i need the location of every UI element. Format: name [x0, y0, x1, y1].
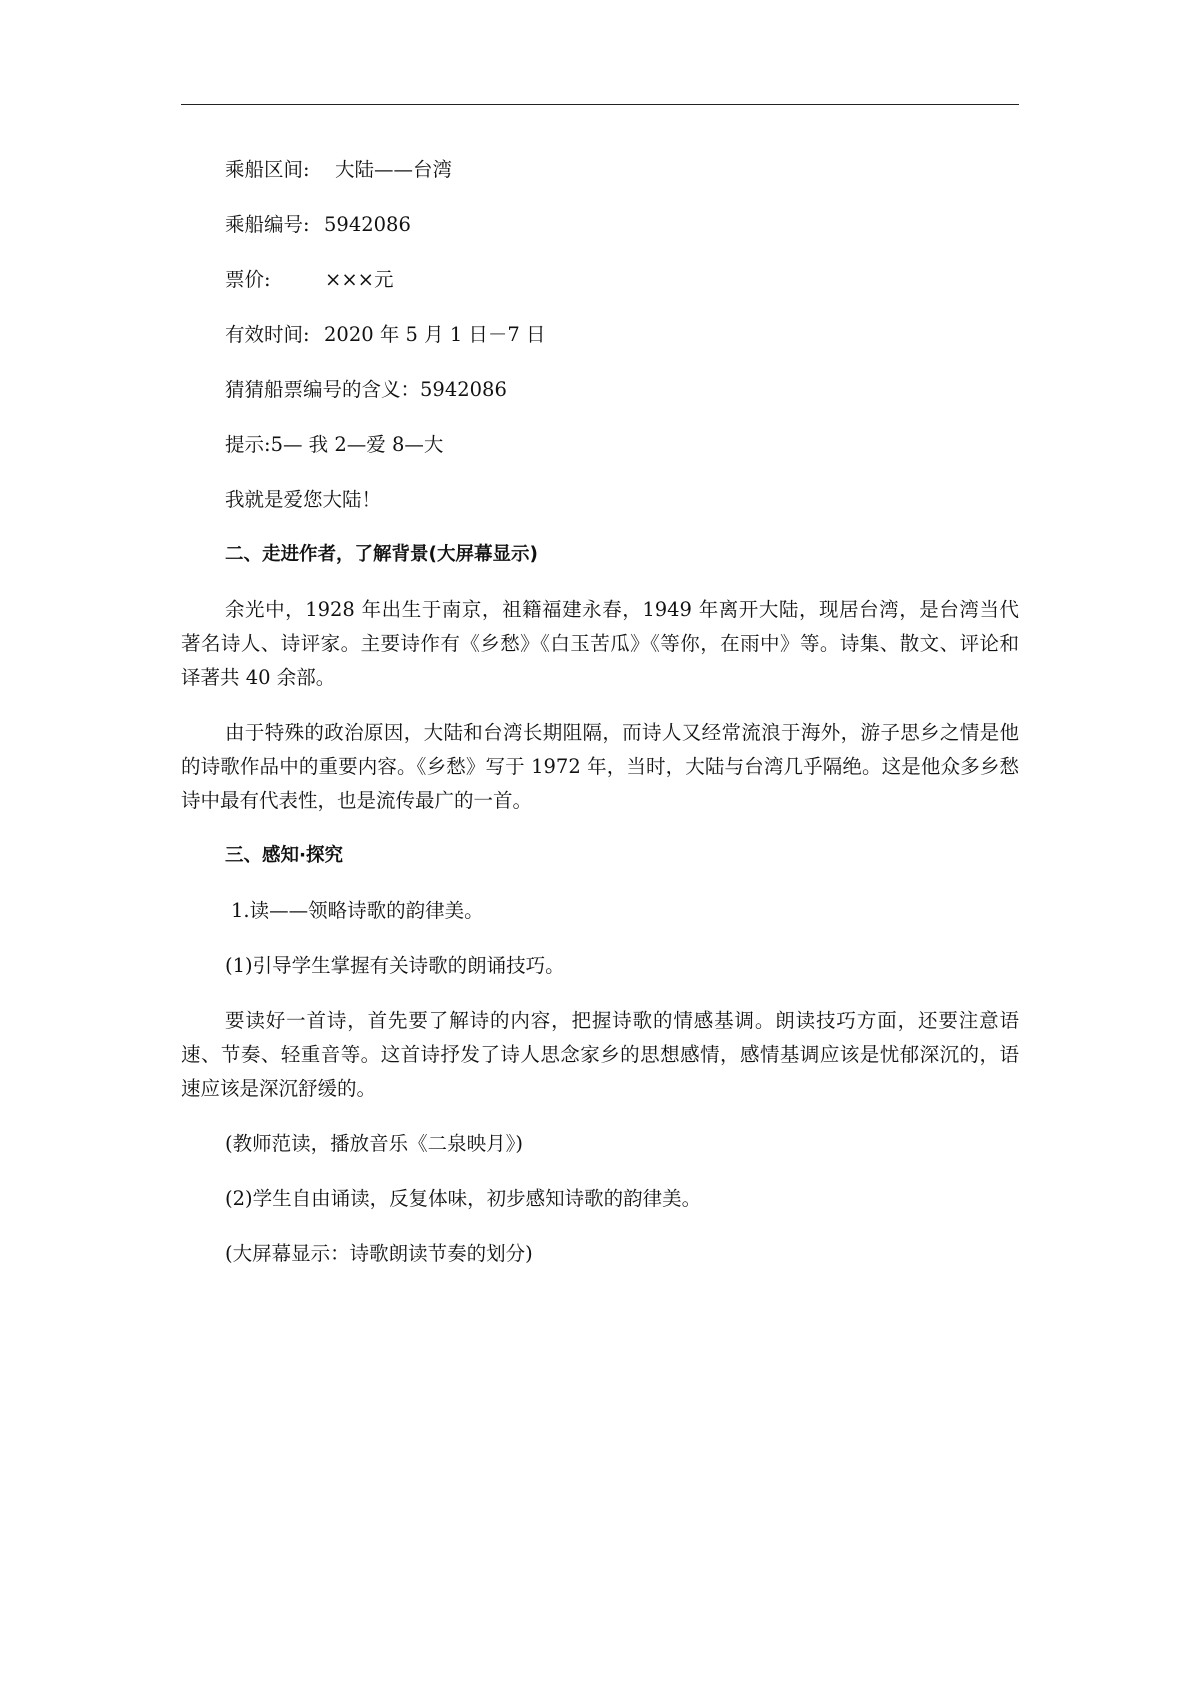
ticket-number-label: 乘船编号:	[225, 213, 310, 236]
ticket-price-label: 票价:	[225, 268, 271, 291]
ticket-number-row	[225, 208, 1019, 242]
section3-sub2: (2)学生自由诵读，反复体味，初步感知诗歌的韵律美。	[225, 1187, 702, 1210]
background-paragraph: 由于特殊的政治原因，大陆和台湾长期阻隔，而诗人又经常流浪于海外，游子思乡之情是他的诗歌作品中的重要内容。《乡愁》写于 1972 年，当时，大陆与台湾几乎隔绝。这是他众多乡愁诗中最有代表性，也是流传最广的一首。	[181, 721, 1019, 812]
ticket-answer-line: 我就是爱您大陆！	[225, 488, 382, 511]
author-paragraph: 余光中，1928 年出生于南京，祖籍福建永春，1949 年离开大陆，现居台湾，是台湾当代著名诗人、诗评家。主要诗作有《乡愁》《白玉苦瓜》《等你，在雨中》等。诗集、散文、评论和译著共 40 余部。	[181, 598, 1019, 689]
ticket-route-row	[225, 153, 1019, 187]
ticket-price-value: ×××元	[325, 268, 394, 291]
screen-display-note: (大屏幕显示：诗歌朗读节奏的划分)	[225, 1242, 533, 1265]
ticket-price-row	[225, 263, 1019, 297]
section3-item1: 1.读——领略诗歌的韵律美。	[231, 899, 484, 922]
section2-heading: 二、走进作者，了解背景(大屏幕显示)	[225, 544, 538, 565]
reading-tips-paragraph: 要读好一首诗，首先要了解诗的内容，把握诗歌的情感基调。朗读技巧方面，还要注意语速、节奏、轻重音等。这首诗抒发了诗人思念家乡的思想感情，感情基调应该是忧郁深沉的，语速应该是深沉舒缓的。	[181, 1009, 1019, 1100]
ticket-route-label: 乘船区间:	[225, 158, 310, 181]
section3-heading: 三、感知·探究	[225, 845, 344, 866]
ticket-valid-label: 有效时间:	[225, 323, 310, 346]
ticket-hint-line: 提示:5— 我 2—爱 8—大	[225, 433, 444, 456]
teacher-reading-note: (教师范读，播放音乐《二泉映月》)	[225, 1132, 523, 1155]
ticket-route-value: 大陆——台湾	[335, 158, 453, 181]
ticket-number-value: 5942086	[324, 213, 411, 236]
header-rule	[181, 104, 1019, 105]
section3-sub1: (1)引导学生掌握有关诗歌的朗诵技巧。	[225, 954, 565, 977]
document-body	[181, 153, 1019, 1292]
ticket-guess-line: 猜猜船票编号的含义：5942086	[225, 378, 507, 401]
ticket-valid-row	[225, 318, 1019, 352]
ticket-valid-value: 2020 年 5 月 1 日－7 日	[324, 323, 546, 346]
